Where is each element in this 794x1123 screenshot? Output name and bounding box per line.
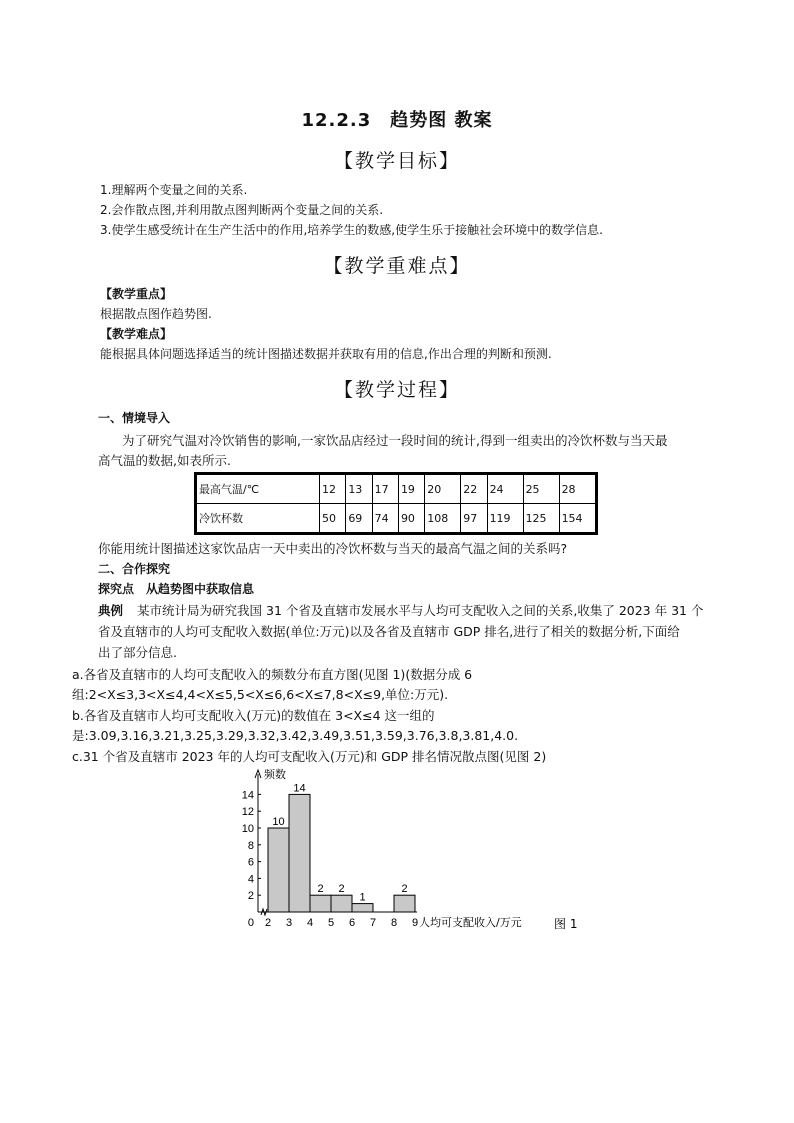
- objective-2: 2.会作散点图,并利用散点图判断两个变量之间的关系.: [100, 203, 384, 217]
- example-line-2: 省及直辖市的人均可支配收入数据(单位:万元)以及各省及直辖市 GDP 排名,进行了相关的数据分析,下面给: [98, 624, 680, 639]
- table-cell: 69: [346, 504, 372, 534]
- bar-value-label: 2: [317, 883, 324, 896]
- difficulty-label: 【教学难点】: [100, 327, 173, 341]
- table-cell: 17: [372, 474, 398, 504]
- x-tick-label: 9: [411, 917, 419, 929]
- item-a-line-2: 组:2<X≤3,3<X≤4,4<X≤5,5<X≤6,6<X≤7,8<X≤9,单位:万元).: [72, 687, 449, 702]
- table-cell: 22: [461, 474, 487, 504]
- objective-1: 1.理解两个变量之间的关系.: [100, 183, 248, 197]
- table-cell: 13: [346, 474, 372, 504]
- x-tick-label: 8: [390, 917, 398, 929]
- section-heading-process: 【教学过程】: [333, 379, 460, 401]
- row-label-temperature: 最高气温/℃: [196, 474, 320, 504]
- intro-paragraph-line-2: 高气温的数据,如表所示.: [98, 453, 231, 468]
- y-tick-label: 4: [247, 873, 254, 886]
- histogram-bar: [352, 904, 373, 912]
- section-heading-objectives: 【教学目标】: [333, 150, 460, 172]
- histogram-bar: [331, 895, 352, 912]
- y-tick-label: 12: [241, 806, 254, 819]
- table-cell: 24: [487, 474, 523, 504]
- bar-value-label: 10: [272, 816, 285, 828]
- histogram-bar: [310, 895, 331, 912]
- explore-heading: 探究点 从趋势图中获取信息: [98, 582, 255, 596]
- row-label-cups: 冷饮杯数: [196, 504, 320, 534]
- table-cell: 74: [372, 504, 398, 534]
- difficulty-text: 能根据具体问题选择适当的统计图描述数据并获取有用的信息,作出合理的判断和预测.: [100, 347, 552, 361]
- y-axis-label: 频数: [264, 768, 286, 781]
- y-tick-label: 6: [247, 856, 254, 869]
- focus-text: 根据散点图作趋势图.: [100, 307, 212, 321]
- example-label: 典例: [98, 603, 124, 618]
- x-tick-label: 5: [327, 917, 335, 929]
- table-row: [196, 474, 597, 504]
- item-a-line-1: a.各省及直辖市的人均可支配收入的频数分布直方图(见图 1)(数据分成 6: [72, 667, 473, 682]
- section-heading-keypoints: 【教学重难点】: [323, 255, 471, 277]
- y-tick-label: 10: [241, 823, 254, 835]
- y-tick-label: 8: [247, 839, 254, 852]
- page-title: 12.2.3 趋势图 教案: [301, 110, 493, 131]
- example-line-3: 出了部分信息.: [98, 645, 177, 660]
- table-cell: 12: [320, 474, 346, 504]
- income-histogram: [238, 766, 598, 930]
- table-cell: 108: [425, 504, 461, 534]
- intro-paragraph-line-1: 为了研究气温对冷饮销售的影响,一家饮品店经过一段时间的统计,得到一组卖出的冷饮杯数与当天最: [122, 433, 668, 448]
- table-row: [196, 504, 597, 534]
- x-tick-label: 4: [306, 917, 314, 929]
- y-tick-label: 14: [241, 789, 254, 802]
- histogram-bar: [394, 895, 415, 912]
- table-cell: 119: [487, 504, 523, 534]
- x-tick-label: 2: [264, 917, 272, 929]
- table-cell: 97: [461, 504, 487, 534]
- objective-3: 3.使学生感受统计在生产生活中的作用,培养学生的数感,使学生乐于接触社会环境中的数学信息.: [100, 223, 603, 237]
- table-cell: 125: [523, 504, 559, 534]
- bar-value-label: 1: [359, 891, 366, 904]
- item-b-line-2: 是:3.09,3.16,3.21,3.25,3.29,3.32,3.42,3.49,3.51,3.59,3.76,3.8,3.81,4.0.: [72, 728, 519, 743]
- intro-question: 你能用统计图描述这家饮品店一天中卖出的冷饮杯数与当天的最高气温之间的关系吗?: [98, 541, 568, 556]
- table-cell: 154: [559, 504, 596, 534]
- coop-heading: 二、合作探究: [98, 562, 171, 576]
- bar-value-label: 2: [401, 883, 408, 896]
- intro-heading: 一、情境导入: [98, 411, 171, 425]
- table-cell: 50: [320, 504, 346, 534]
- histogram-bar: [268, 828, 289, 912]
- histogram-bar: [289, 794, 310, 912]
- table-cell: 20: [425, 474, 461, 504]
- item-c: c.31 个省及直辖市 2023 年的人均可支配收入(万元)和 GDP 排名情况散点图(见图 2): [72, 749, 547, 764]
- table-cell: 90: [398, 504, 424, 534]
- item-b-line-1: b.各省及直辖市人均可支配收入(万元)的数值在 3<X≤4 这一组的: [72, 708, 435, 723]
- table-cell: 25: [523, 474, 559, 504]
- focus-label: 【教学重点】: [100, 287, 173, 301]
- figure-caption: 图 1: [554, 917, 578, 930]
- bar-value-label: 14: [293, 782, 306, 795]
- x-tick-label: 3: [285, 917, 293, 929]
- origin-label: 0: [247, 917, 254, 929]
- x-tick-label: 6: [348, 917, 356, 929]
- example-line-1: [98, 602, 703, 619]
- table-cell: 19: [398, 474, 424, 504]
- y-tick-label: 2: [247, 890, 254, 903]
- temperature-sales-table: [194, 472, 598, 535]
- table-cell: 28: [559, 474, 596, 504]
- x-axis-label: 人均可支配收入/万元: [419, 916, 522, 929]
- bar-value-label: 2: [338, 883, 345, 896]
- example-text-1: 某市统计局为研究我国 31 个省及直辖市发展水平与人均可支配收入之间的关系,收集了 2023 年 31 个: [137, 603, 704, 618]
- axis-break-mark: [261, 909, 267, 915]
- x-tick-label: 7: [369, 917, 377, 929]
